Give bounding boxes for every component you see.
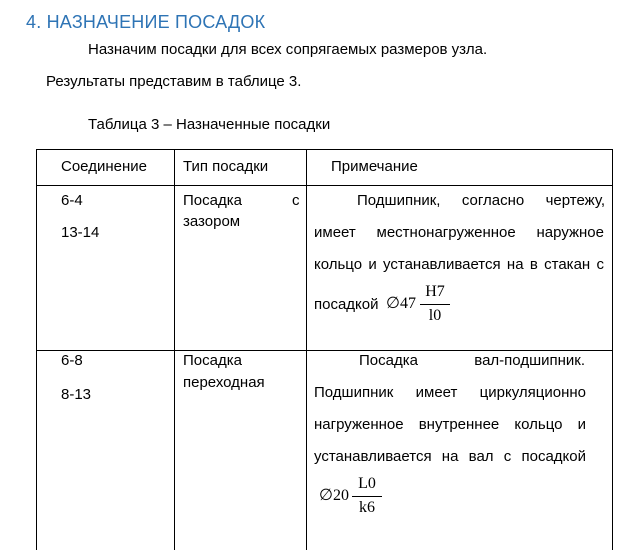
row2-note-line-1: Посадка вал-подшипник. bbox=[359, 352, 585, 369]
header-note: Примечание bbox=[331, 158, 418, 175]
row1-joint-2: 13-14 bbox=[61, 224, 100, 241]
row1-fit-type-word1: Посадка bbox=[183, 192, 242, 209]
fits-table bbox=[36, 149, 613, 550]
header-joint: Соединение bbox=[61, 158, 147, 175]
row2-fit-fraction bbox=[352, 475, 382, 519]
paragraph-results: Результаты представим в таблице 3. bbox=[46, 73, 302, 90]
row2-joint-1: 6-8 bbox=[61, 352, 83, 369]
row2-joint-2: 8-13 bbox=[61, 386, 92, 403]
row1-fit-diameter: ∅47 bbox=[386, 295, 416, 312]
fraction-bar bbox=[352, 496, 382, 497]
row1-fit-type-word3: зазором bbox=[183, 213, 241, 230]
row2-note-line-2: Подшипник имеет циркуляционно bbox=[314, 384, 586, 401]
fraction-bar bbox=[420, 304, 450, 305]
row2-fit-denominator: k6 bbox=[359, 499, 375, 516]
paragraph-intro: Назначим посадки для всех сопрягаемых размеров узла. bbox=[88, 41, 488, 58]
section-heading: 4. НАЗНАЧЕНИЕ ПОСАДОК bbox=[26, 12, 266, 32]
row1-note-line-3: кольцо и устанавливается на в стакан с bbox=[314, 256, 604, 273]
row1-fit-fraction bbox=[420, 283, 450, 327]
row2-fit-diameter: ∅20 bbox=[319, 487, 349, 504]
row1-note-line-2: имеет местнонагруженное наружное bbox=[314, 224, 604, 241]
header-divider bbox=[37, 185, 612, 186]
header-fit-type: Тип посадки bbox=[183, 158, 269, 175]
table-caption: Таблица 3 – Назначенные посадки bbox=[88, 116, 331, 133]
row2-fit-type-word1: Посадка bbox=[183, 352, 242, 369]
row1-note-line-4: посадкой bbox=[314, 296, 379, 313]
row1-note-line-1: Подшипник, согласно чертежу, bbox=[357, 192, 605, 209]
row1-fit-denominator: l0 bbox=[428, 307, 442, 324]
row1-fit-numerator: H7 bbox=[425, 283, 445, 300]
row2-note-line-3: нагруженное внутреннее кольцо и bbox=[314, 416, 586, 433]
row-divider bbox=[37, 350, 612, 351]
row1-fit-type-word2: с bbox=[292, 192, 300, 209]
row2-fit-type-word2: переходная bbox=[183, 374, 265, 391]
row1-joint-1: 6-4 bbox=[61, 192, 83, 209]
row2-note-line-4: устанавливается на вал с посадкой bbox=[314, 448, 586, 465]
row2-fit-numerator: L0 bbox=[358, 475, 376, 492]
